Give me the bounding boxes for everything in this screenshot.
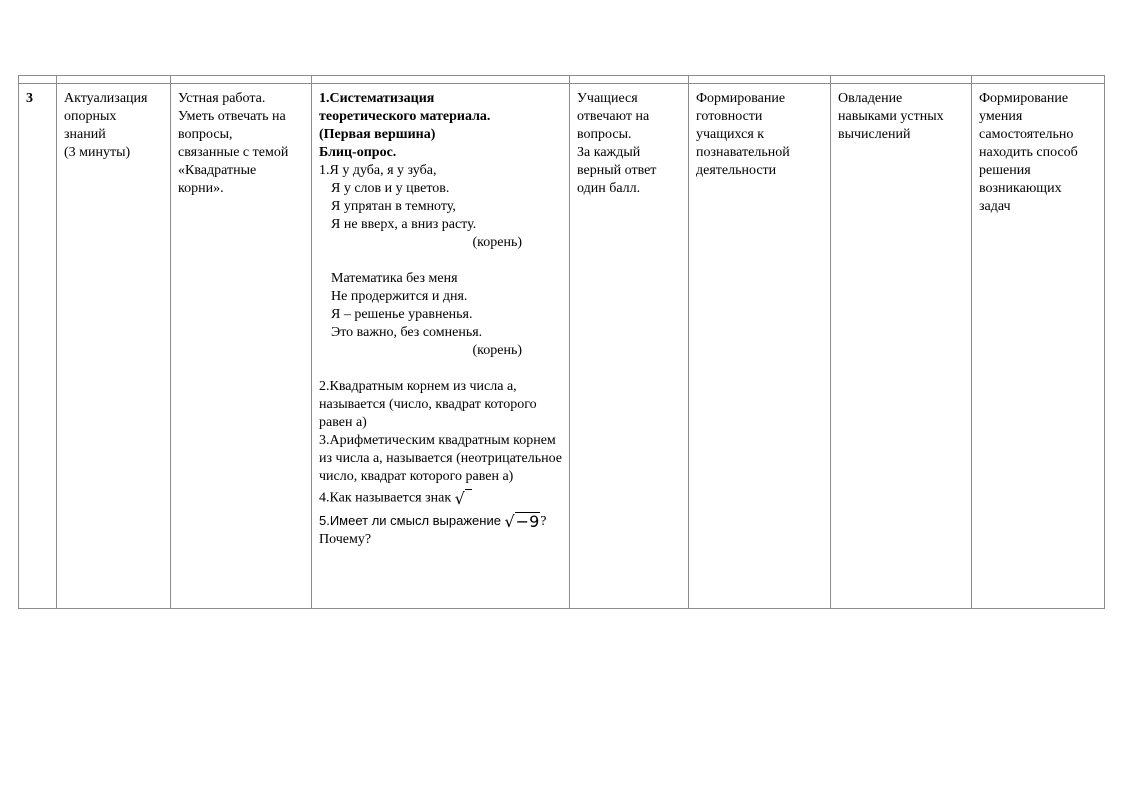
riddle-line: Математика без меня [331,271,458,286]
personal-uud-line: решения [979,163,1031,178]
section-heading: Блиц-опрос. [319,145,397,160]
personal-uud-line: возникающих [979,181,1062,196]
question-4-text: 4.Как называется знак [319,490,452,506]
question-5 [319,512,562,531]
personal-uud-line: Формирование [979,91,1069,106]
header-cell [19,76,57,84]
spacer [319,252,562,270]
section-heading: (Первая вершина) [319,127,436,142]
header-cell [972,76,1105,84]
radical-sign: √ [454,489,465,508]
header-row [19,76,1105,84]
header-cell [831,76,972,84]
spacer [319,360,562,378]
section-heading: 1.Систематизация [319,91,435,106]
personal-uud-cell [972,84,1105,609]
stage-number: 3 [26,91,33,106]
riddle-answer: (корень) [472,235,522,250]
stage-name-line: знаний [64,127,106,142]
cognitive-uud-cell [831,84,972,609]
riddle-line: Я – решенье уравненья. [331,307,473,322]
riddle-line: 1.Я у дуба, я у зуба, [319,163,437,178]
personal-uud-line: умения [979,109,1023,124]
cognitive-uud-line: вычислений [838,127,911,142]
personal-uud-line: задач [979,199,1011,214]
task-line: связанные с темой [178,145,289,160]
cognitive-uud-line: навыками устных [838,109,944,124]
header-cell [689,76,831,84]
question-5-line2: Почему? [319,532,372,548]
riddle-line: Я у слов и у цветов. [331,181,450,196]
student-activity-line: один балл. [577,181,641,196]
header-cell [312,76,570,84]
student-activity-line: верный ответ [577,163,657,178]
personal-uud-line: находить способ [979,145,1078,160]
task-line: Устная работа. [178,91,266,106]
question-4 [319,489,562,508]
radicand: −9 [515,512,540,532]
student-activity-line: За каждый [577,145,641,160]
riddle-line: Не продержится и дня. [331,289,468,304]
radical-sign: √ [504,512,515,532]
stage-name-line: Актуализация [64,91,148,106]
stage-name-cell [57,84,171,609]
riddle-line: Я не вверх, а вниз расту. [331,217,477,232]
task-line: корни». [178,181,224,196]
task-cell [171,84,312,609]
stage-name-line: опорных [64,109,117,124]
lesson-plan-table [18,75,1105,609]
task-line: Уметь отвечать на [178,109,286,124]
task-line: вопросы, [178,127,233,142]
riddle-line: Я упрятан в темноту, [331,199,456,214]
student-activity-line: отвечают на [577,109,650,124]
header-cell [171,76,312,84]
header-cell [57,76,171,84]
riddle-answer: (корень) [472,343,522,358]
section-heading: теоретического материала. [319,109,491,124]
teacher-activity-cell [312,84,570,609]
regulatory-uud-line: познавательной [696,145,790,160]
stage-duration: (3 минуты) [64,145,131,160]
riddle-line: Это важно, без сомненья. [331,325,483,340]
student-activity-line: вопросы. [577,127,632,142]
radical-bar [465,489,472,508]
regulatory-uud-line: готовности [696,109,763,124]
question-5-text: 5.Имеет ли смысл выражение [319,513,501,528]
regulatory-uud-line: учащихся к [696,127,765,142]
regulatory-uud-cell [689,84,831,609]
personal-uud-line: самостоятельно [979,127,1074,142]
cognitive-uud-line: Овладение [838,91,903,106]
header-cell [570,76,689,84]
regulatory-uud-line: деятельности [696,163,777,178]
question-2: 2.Квадратным корнем из числа а, называется (число, квадрат которого равен а) [319,379,537,430]
task-line: «Квадратные [178,163,257,178]
student-activity-cell [570,84,689,609]
table-row [19,84,1105,609]
question-3: 3.Арифметическим квадратным корнем из числа а, называется (неотрицательное число, квадрат которого равен а) [319,433,563,484]
stage-number-cell [19,84,57,609]
student-activity-line: Учащиеся [577,91,638,106]
square-root-symbol-icon [455,489,472,508]
square-root-expression [504,512,540,531]
regulatory-uud-line: Формирование [696,91,786,106]
question-5-mark: ? [540,514,547,529]
